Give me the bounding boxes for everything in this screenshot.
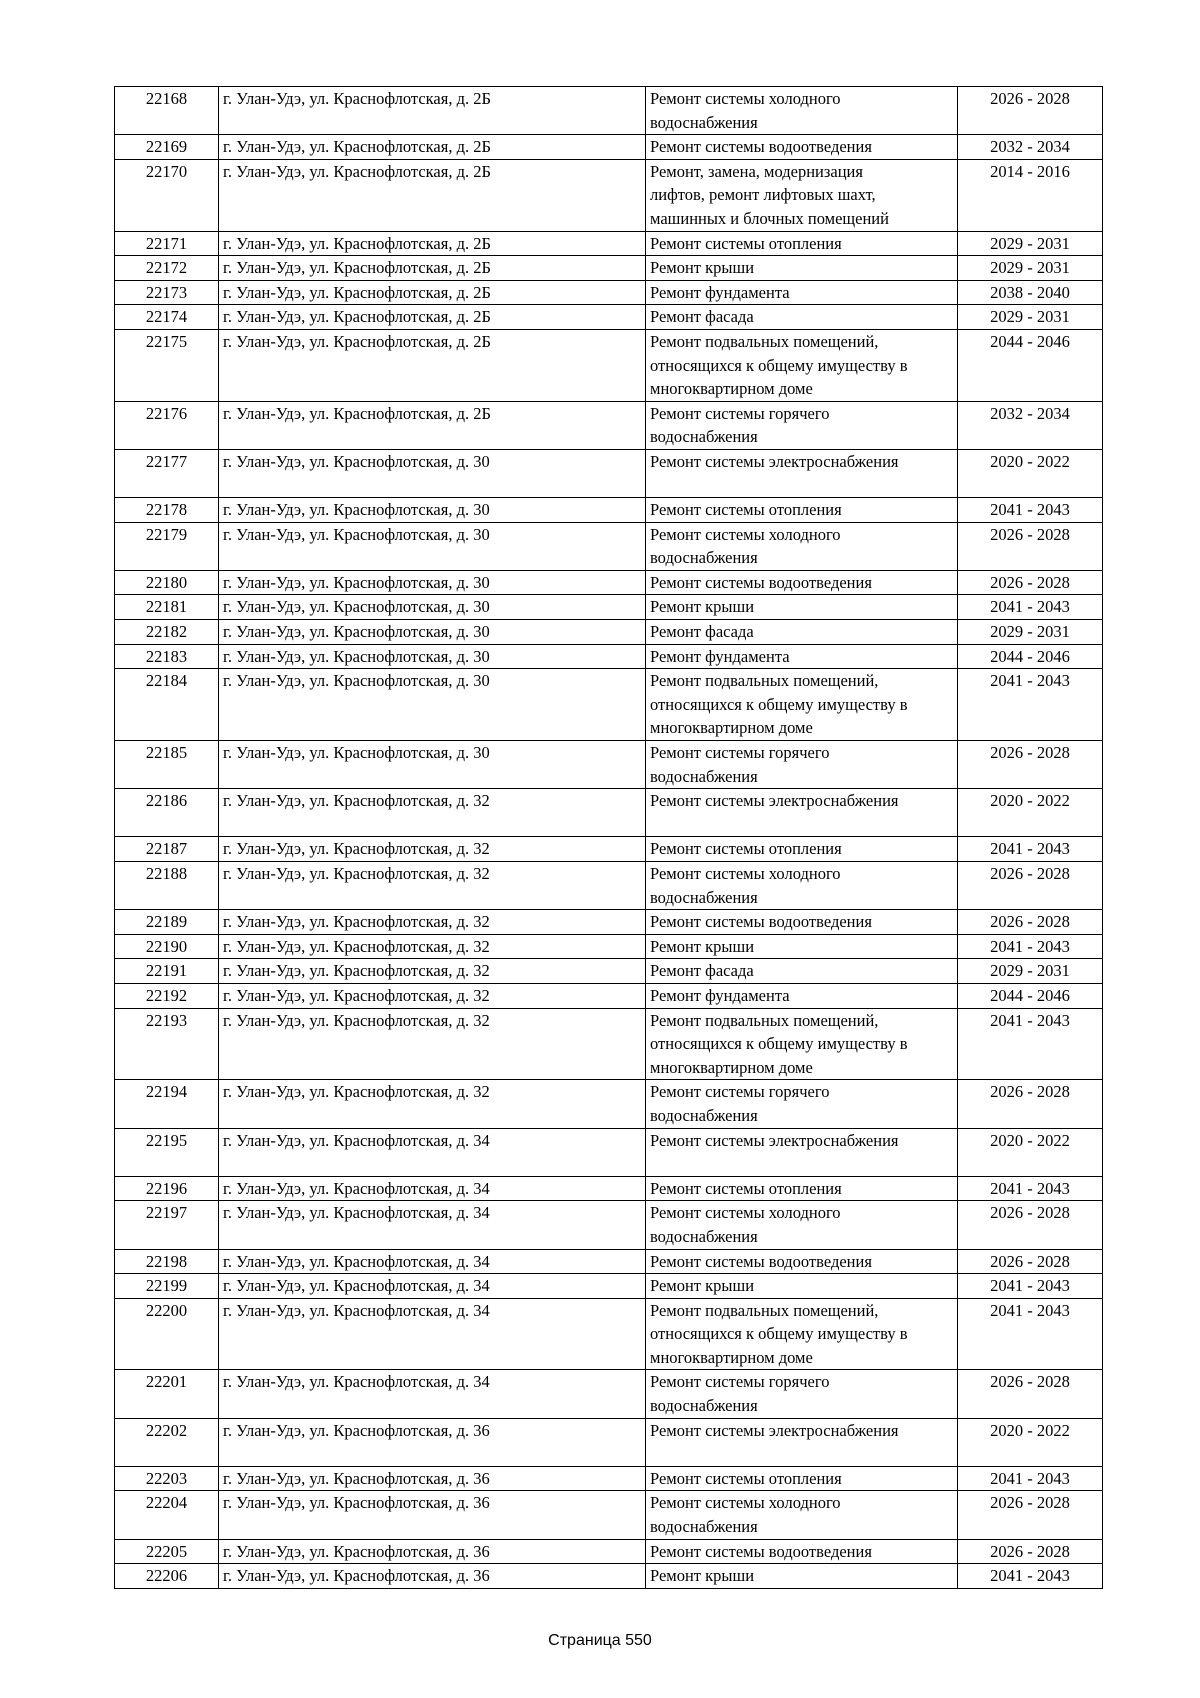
table-row [115,1249,1103,1274]
table-row [115,231,1103,256]
table-row [115,256,1103,281]
period-cell: 2026 - 2028 [958,910,1103,935]
row-number-cell: 22185 [115,741,219,789]
address-cell: г. Улан-Удэ, ул. Краснофлотская, д. 34 [219,1201,646,1249]
period-cell: 2026 - 2028 [958,1080,1103,1128]
work-type-line: Ремонт фасада [650,307,754,327]
row-number-cell: 22176 [115,401,219,449]
row-number-cell: 22183 [115,644,219,669]
work-type-line: Ремонт системы водоотведения [650,1541,872,1561]
address-cell: г. Улан-Удэ, ул. Краснофлотская, д. 30 [219,449,646,497]
address-cell: г. Улан-Удэ, ул. Краснофлотская, д. 34 [219,1298,646,1370]
work-type-line: Ремонт системы холодного [650,864,841,883]
table-row [115,159,1103,231]
work-type-line: Ремонт подвальных помещений, [650,1300,879,1320]
table-row [115,1466,1103,1491]
work-type-line: Ремонт фундамента [650,985,790,1005]
work-type-cell [646,135,958,160]
address-cell: г. Улан-Удэ, ул. Краснофлотская, д. 2Б [219,135,646,160]
work-type-line: Ремонт системы отопления [650,500,842,520]
period-cell: 2026 - 2028 [958,1370,1103,1418]
work-type-line: многоквартирном доме [650,379,813,399]
work-type-line: водоснабжения [650,766,758,786]
work-type-cell [646,1249,958,1274]
address-cell: г. Улан-Удэ, ул. Краснофлотская, д. 2Б [219,87,646,135]
row-number-cell: 22172 [115,256,219,281]
work-type-line: Ремонт, замена, модернизация [650,161,863,181]
address-cell: г. Улан-Удэ, ул. Краснофлотская, д. 36 [219,1539,646,1564]
work-type-cell [646,595,958,620]
period-cell: 2041 - 2043 [958,1274,1103,1299]
work-type-line: Ремонт системы водоотведения [650,912,872,932]
address-cell: г. Улан-Удэ, ул. Краснофлотская, д. 34 [219,1249,646,1274]
work-type-line: Ремонт фасада [650,961,754,981]
period-cell: 2020 - 2022 [958,449,1103,497]
work-type-cell [646,959,958,984]
work-type-cell [646,87,958,135]
work-type-line: Ремонт системы отопления [650,1178,842,1198]
work-type-line: Ремонт системы электроснабжения [650,1130,899,1150]
work-type-line: Ремонт системы электроснабжения [650,1420,899,1440]
work-type-cell [646,280,958,305]
address-cell: г. Улан-Удэ, ул. Краснофлотская, д. 30 [219,741,646,789]
work-type-line: Ремонт системы горячего [650,743,830,763]
table-row [115,1564,1103,1589]
period-cell: 2029 - 2031 [958,305,1103,330]
row-number-cell: 22173 [115,280,219,305]
row-number-cell: 22199 [115,1274,219,1299]
period-cell: 2041 - 2043 [958,934,1103,959]
row-number-cell: 22201 [115,1370,219,1418]
table-row [115,983,1103,1008]
period-cell: 2041 - 2043 [958,1176,1103,1201]
work-type-line: водоснабжения [650,112,758,132]
period-cell: 2026 - 2028 [958,862,1103,910]
table-row [115,620,1103,645]
row-number-cell: 22184 [115,669,219,741]
work-type-cell [646,669,958,741]
table-row [115,401,1103,449]
work-type-cell [646,1128,958,1176]
work-type-cell [646,1564,958,1589]
address-cell: г. Улан-Удэ, ул. Краснофлотская, д. 32 [219,959,646,984]
work-type-line: лифтов, ремонт лифтовых шахт, [650,185,876,205]
period-cell: 2032 - 2034 [958,135,1103,160]
address-cell: г. Улан-Удэ, ул. Краснофлотская, д. 30 [219,522,646,570]
work-type-cell [646,401,958,449]
work-type-cell [646,1370,958,1418]
row-number-cell: 22182 [115,620,219,645]
work-type-line: водоснабжения [650,1396,758,1416]
work-type-line: Ремонт системы отопления [650,1468,842,1488]
table-row [115,644,1103,669]
work-type-cell [646,983,958,1008]
table-row [115,741,1103,789]
work-type-line: Ремонт подвальных помещений, [650,331,879,351]
table-row [115,1080,1103,1128]
work-type-cell [646,449,958,497]
table-row [115,595,1103,620]
work-type-line: Ремонт системы холодного [650,1493,841,1513]
row-number-cell: 22168 [115,87,219,135]
row-number-cell: 22196 [115,1176,219,1201]
address-cell: г. Улан-Удэ, ул. Краснофлотская, д. 34 [219,1274,646,1299]
address-cell: г. Улан-Удэ, ул. Краснофлотская, д. 36 [219,1491,646,1539]
period-cell: 2020 - 2022 [958,789,1103,837]
address-cell: г. Улан-Удэ, ул. Краснофлотская, д. 34 [219,1370,646,1418]
address-cell: г. Улан-Удэ, ул. Краснофлотская, д. 36 [219,1418,646,1466]
table-row [115,959,1103,984]
address-cell: г. Улан-Удэ, ул. Краснофлотская, д. 2Б [219,401,646,449]
work-type-line: водоснабжения [650,548,758,568]
work-type-cell [646,644,958,669]
address-cell: г. Улан-Удэ, ул. Краснофлотская, д. 30 [219,620,646,645]
address-cell: г. Улан-Удэ, ул. Краснофлотская, д. 30 [219,644,646,669]
work-type-cell [646,789,958,837]
work-type-line: водоснабжения [650,1517,758,1537]
table-row [115,934,1103,959]
address-cell: г. Улан-Удэ, ул. Краснофлотская, д. 36 [219,1564,646,1589]
table-row [115,135,1103,160]
work-type-line: относящихся к общему имуществу в [650,694,908,714]
work-type-line: Ремонт крыши [650,1566,755,1586]
work-type-line [650,1152,953,1176]
table-row [115,1418,1103,1466]
work-type-line: Ремонт крыши [650,1276,755,1296]
row-number-cell: 22192 [115,983,219,1008]
work-type-cell [646,741,958,789]
table-row [115,498,1103,523]
address-cell: г. Улан-Удэ, ул. Краснофлотская, д. 2Б [219,256,646,281]
work-type-line: машинных и блочных помещений [650,208,889,228]
period-cell: 2014 - 2016 [958,159,1103,231]
row-number-cell: 22200 [115,1298,219,1370]
period-cell: 2029 - 2031 [958,959,1103,984]
period-cell: 2038 - 2040 [958,280,1103,305]
work-type-line: Ремонт подвальных помещений, [650,671,879,691]
work-type-cell [646,1298,958,1370]
work-type-line: Ремонт системы водоотведения [650,1251,872,1271]
address-cell: г. Улан-Удэ, ул. Краснофлотская, д. 34 [219,1176,646,1201]
work-type-cell [646,910,958,935]
address-cell: г. Улан-Удэ, ул. Краснофлотская, д. 36 [219,1466,646,1491]
work-type-line [650,1442,953,1466]
work-type-line: Ремонт подвальных помещений, [650,1010,879,1030]
work-type-line: Ремонт системы горячего [650,1082,830,1102]
work-type-line: водоснабжения [650,887,758,907]
work-type-line: Ремонт крыши [650,936,755,956]
table-row [115,1539,1103,1564]
row-number-cell: 22178 [115,498,219,523]
address-cell: г. Улан-Удэ, ул. Краснофлотская, д. 30 [219,498,646,523]
work-type-line: водоснабжения [650,1226,758,1246]
table-row [115,1201,1103,1249]
work-type-cell [646,1176,958,1201]
row-number-cell: 22186 [115,789,219,837]
table-row [115,87,1103,135]
row-number-cell: 22197 [115,1201,219,1249]
address-cell: г. Улан-Удэ, ул. Краснофлотская, д. 32 [219,837,646,862]
address-cell: г. Улан-Удэ, ул. Краснофлотская, д. 2Б [219,159,646,231]
work-type-cell [646,837,958,862]
row-number-cell: 22175 [115,329,219,401]
period-cell: 2020 - 2022 [958,1128,1103,1176]
work-type-cell [646,329,958,401]
work-type-line: Ремонт фундамента [650,646,790,666]
period-cell: 2026 - 2028 [958,1491,1103,1539]
work-type-line: Ремонт системы горячего [650,1372,830,1392]
work-type-cell [646,1080,958,1128]
address-cell: г. Улан-Удэ, ул. Краснофлотская, д. 32 [219,983,646,1008]
work-type-cell [646,570,958,595]
work-type-line: Ремонт системы водоотведения [650,572,872,592]
row-number-cell: 22181 [115,595,219,620]
work-type-line: Ремонт системы электроснабжения [650,451,899,471]
address-cell: г. Улан-Удэ, ул. Краснофлотская, д. 32 [219,910,646,935]
period-cell: 2044 - 2046 [958,983,1103,1008]
address-cell: г. Улан-Удэ, ул. Краснофлотская, д. 32 [219,934,646,959]
work-type-line: Ремонт системы холодного [650,1203,841,1223]
row-number-cell: 22188 [115,862,219,910]
work-type-line: многоквартирном доме [650,1347,813,1367]
work-type-cell [646,1201,958,1249]
address-cell: г. Улан-Удэ, ул. Краснофлотская, д. 32 [219,1080,646,1128]
period-cell: 2026 - 2028 [958,1201,1103,1249]
work-type-line: Ремонт системы холодного [650,89,841,108]
period-cell: 2044 - 2046 [958,329,1103,401]
period-cell: 2026 - 2028 [958,87,1103,135]
work-type-cell [646,305,958,330]
work-type-line: Ремонт системы горячего [650,403,830,423]
table-row [115,1128,1103,1176]
table-body [115,87,1103,1589]
row-number-cell: 22190 [115,934,219,959]
work-type-line: Ремонт системы отопления [650,233,842,253]
address-cell: г. Улан-Удэ, ул. Краснофлотская, д. 30 [219,595,646,620]
table-row [115,1008,1103,1080]
period-cell: 2032 - 2034 [958,401,1103,449]
row-number-cell: 22171 [115,231,219,256]
table-row [115,1491,1103,1539]
work-type-cell [646,159,958,231]
table-row [115,449,1103,497]
period-cell: 2041 - 2043 [958,837,1103,862]
work-type-cell [646,1418,958,1466]
work-type-line: Ремонт системы холодного [650,524,841,544]
address-cell: г. Улан-Удэ, ул. Краснофлотская, д. 2Б [219,231,646,256]
work-type-line [650,474,953,498]
work-type-line: Ремонт фундамента [650,282,790,302]
work-type-cell [646,1491,958,1539]
period-cell: 2026 - 2028 [958,522,1103,570]
work-type-line: водоснабжения [650,427,758,447]
address-cell: г. Улан-Удэ, ул. Краснофлотская, д. 30 [219,669,646,741]
work-type-line: Ремонт системы водоотведения [650,137,872,157]
table-row [115,837,1103,862]
row-number-cell: 22179 [115,522,219,570]
row-number-cell: 22193 [115,1008,219,1080]
address-cell: г. Улан-Удэ, ул. Краснофлотская, д. 2Б [219,280,646,305]
row-number-cell: 22204 [115,1491,219,1539]
row-number-cell: 22180 [115,570,219,595]
work-type-line: многоквартирном доме [650,718,813,738]
period-cell: 2041 - 2043 [958,498,1103,523]
table-row [115,1274,1103,1299]
table-row [115,862,1103,910]
row-number-cell: 22198 [115,1249,219,1274]
address-cell: г. Улан-Удэ, ул. Краснофлотская, д. 30 [219,570,646,595]
address-cell: г. Улан-Удэ, ул. Краснофлотская, д. 32 [219,789,646,837]
address-cell: г. Улан-Удэ, ул. Краснофлотская, д. 2Б [219,305,646,330]
work-type-cell [646,1008,958,1080]
work-type-line: относящихся к общему имуществу в [650,1324,908,1344]
period-cell: 2044 - 2046 [958,644,1103,669]
table-row [115,1370,1103,1418]
row-number-cell: 22187 [115,837,219,862]
work-type-line: многоквартирном доме [650,1057,813,1077]
period-cell: 2041 - 2043 [958,1564,1103,1589]
work-type-cell [646,1466,958,1491]
work-type-cell [646,498,958,523]
work-type-line [650,813,953,837]
row-number-cell: 22194 [115,1080,219,1128]
work-type-line: относящихся к общему имуществу в [650,1034,908,1054]
period-cell: 2029 - 2031 [958,231,1103,256]
period-cell: 2026 - 2028 [958,1539,1103,1564]
table-row [115,669,1103,741]
row-number-cell: 22191 [115,959,219,984]
table-row [115,910,1103,935]
work-type-cell [646,522,958,570]
work-type-line: Ремонт системы отопления [650,839,842,859]
work-type-cell [646,620,958,645]
row-number-cell: 22169 [115,135,219,160]
period-cell: 2026 - 2028 [958,570,1103,595]
period-cell: 2041 - 2043 [958,669,1103,741]
work-type-line: Ремонт крыши [650,258,755,278]
address-cell: г. Улан-Удэ, ул. Краснофлотская, д. 32 [219,1008,646,1080]
work-type-cell [646,231,958,256]
work-type-cell [646,1539,958,1564]
row-number-cell: 22202 [115,1418,219,1466]
page-number: Страница 550 [548,1632,652,1649]
table-row [115,570,1103,595]
row-number-cell: 22203 [115,1466,219,1491]
work-type-cell [646,934,958,959]
period-cell: 2041 - 2043 [958,1008,1103,1080]
row-number-cell: 22195 [115,1128,219,1176]
capital-repair-table [114,86,1103,1589]
table-row [115,1298,1103,1370]
work-type-line: Ремонт фасада [650,622,754,642]
period-cell: 2029 - 2031 [958,620,1103,645]
row-number-cell: 22205 [115,1539,219,1564]
row-number-cell: 22170 [115,159,219,231]
table-row [115,305,1103,330]
period-cell: 2020 - 2022 [958,1418,1103,1466]
period-cell: 2026 - 2028 [958,741,1103,789]
table-row [115,789,1103,837]
work-type-line: Ремонт системы электроснабжения [650,791,899,811]
work-type-cell [646,1274,958,1299]
address-cell: г. Улан-Удэ, ул. Краснофлотская, д. 2Б [219,329,646,401]
work-type-cell [646,862,958,910]
work-type-line: водоснабжения [650,1105,758,1125]
row-number-cell: 22174 [115,305,219,330]
row-number-cell: 22206 [115,1564,219,1589]
table-row [115,1176,1103,1201]
work-type-line: относящихся к общему имуществу в [650,355,908,375]
work-type-cell [646,256,958,281]
period-cell: 2026 - 2028 [958,1249,1103,1274]
period-cell: 2041 - 2043 [958,1298,1103,1370]
address-cell: г. Улан-Удэ, ул. Краснофлотская, д. 34 [219,1128,646,1176]
row-number-cell: 22177 [115,449,219,497]
table-row [115,329,1103,401]
period-cell: 2041 - 2043 [958,1466,1103,1491]
work-type-line: Ремонт крыши [650,597,755,617]
address-cell: г. Улан-Удэ, ул. Краснофлотская, д. 32 [219,862,646,910]
period-cell: 2029 - 2031 [958,256,1103,281]
period-cell: 2041 - 2043 [958,595,1103,620]
table-row [115,522,1103,570]
row-number-cell: 22189 [115,910,219,935]
table-row [115,280,1103,305]
